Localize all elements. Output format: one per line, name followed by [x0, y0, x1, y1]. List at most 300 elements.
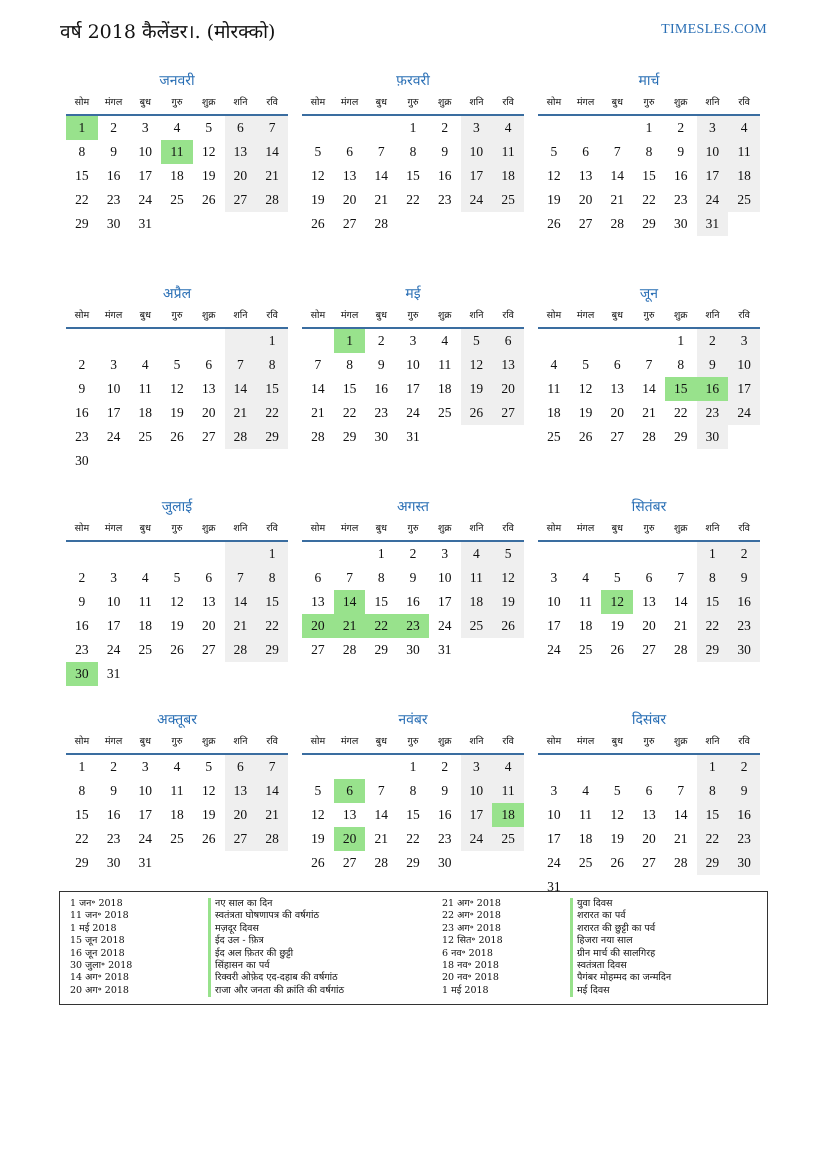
day-cell: 30: [437, 855, 452, 870]
weekday-label: शनि: [469, 310, 484, 321]
weekday-label: मंगल: [340, 736, 359, 747]
day-cell: 4: [141, 357, 149, 372]
day-cell: 6: [492, 329, 524, 353]
weekday-label: बुध: [375, 97, 387, 108]
day-cell: 6: [225, 116, 257, 140]
day-cell: 12: [492, 566, 524, 590]
day-cell: 27: [225, 188, 257, 212]
day-cell: 13: [342, 168, 357, 183]
weekday-label: शुक्र: [201, 97, 216, 108]
empty-cell: [225, 542, 257, 566]
day-cell: 15: [342, 381, 357, 396]
weekday-label: शनि: [233, 736, 248, 747]
day-cell: 1: [697, 542, 729, 566]
day-cell: 21: [673, 618, 688, 633]
day-cell: 13: [642, 807, 656, 822]
day-grid: [66, 542, 288, 686]
day-cell: 9: [441, 783, 449, 798]
month-name: अप्रैल: [162, 286, 192, 302]
day-cell: 24: [138, 192, 153, 207]
day-grid: [302, 755, 524, 875]
day-cell: 14: [673, 594, 688, 609]
weekday-label: मंगल: [576, 310, 595, 321]
day-cell: 18: [492, 164, 524, 188]
empty-cell: [665, 542, 697, 566]
day-cell: 13: [610, 381, 625, 396]
holiday-day-cell: 21: [334, 614, 366, 638]
day-cell: 2: [441, 120, 449, 135]
day-cell: 22: [75, 192, 89, 207]
holiday-day-cell: 30: [66, 662, 98, 686]
day-cell: 7: [346, 570, 353, 585]
day-cell: 26: [610, 855, 625, 870]
day-cell: 14: [225, 590, 257, 614]
day-cell: 16: [673, 168, 688, 183]
weekday-header: [302, 518, 524, 542]
month-calendar: [538, 283, 760, 493]
day-cell: 14: [374, 168, 389, 183]
day-cell: 3: [141, 759, 149, 774]
day-cell: 2: [377, 333, 385, 348]
day-cell: 4: [492, 116, 524, 140]
page-title: वर्ष 2018 कैलेंडर।. (मोरक्को): [60, 21, 276, 43]
day-cell: 26: [461, 401, 493, 425]
holiday-names-left: [208, 898, 344, 997]
day-cell: 11: [438, 357, 452, 372]
day-cell: 9: [110, 144, 117, 159]
day-cell: 16: [106, 807, 121, 822]
day-cell: 27: [201, 429, 216, 444]
holiday-name: युवा दिवस: [570, 898, 671, 910]
day-cell: 22: [256, 614, 288, 638]
day-cell: 8: [78, 783, 86, 798]
weekday-label: सोम: [74, 97, 90, 108]
day-cell: 20: [225, 164, 257, 188]
holiday-date: 14 अग॰ 2018: [70, 972, 129, 984]
weekday-label: गुरु: [643, 310, 655, 321]
day-cell: 14: [610, 168, 625, 183]
day-cell: 23: [728, 614, 760, 638]
day-cell: 28: [642, 429, 656, 444]
day-cell: 10: [547, 594, 561, 609]
day-cell: 26: [610, 642, 625, 657]
day-cell: 17: [547, 618, 561, 633]
day-cell: 24: [728, 401, 760, 425]
day-cell: 24: [461, 827, 493, 851]
weekday-label: गुरु: [407, 523, 419, 534]
day-cell: 20: [225, 803, 257, 827]
day-cell: 15: [406, 168, 420, 183]
day-cell: 2: [441, 759, 449, 774]
day-cell: 4: [461, 542, 493, 566]
holiday-date: 12 सित॰ 2018: [442, 935, 503, 947]
day-cell: 7: [645, 357, 653, 372]
day-cell: 8: [256, 353, 288, 377]
day-cell: 19: [547, 192, 561, 207]
day-cell: 5: [205, 759, 213, 774]
day-cell: 17: [697, 164, 729, 188]
weekday-label: शुक्र: [673, 736, 688, 747]
day-cell: 28: [256, 188, 288, 212]
holiday-date: 1 जन॰ 2018: [70, 898, 123, 909]
day-cell: 17: [406, 381, 420, 396]
holiday-day-cell: 16: [697, 377, 729, 401]
empty-cell: [334, 116, 366, 140]
day-cell: 9: [728, 779, 760, 803]
holiday-name: स्वतंत्रता घोषणापत्र की वर्षगांठ: [208, 910, 344, 922]
weekday-label: शनि: [469, 97, 484, 108]
day-cell: 19: [170, 618, 184, 633]
day-cell: 6: [205, 357, 213, 372]
day-cell: 31: [547, 879, 561, 894]
day-cell: 1: [409, 120, 417, 135]
day-cell: 27: [610, 429, 625, 444]
weekday-label: रवि: [738, 523, 750, 534]
day-cell: 15: [75, 807, 89, 822]
day-cell: 24: [697, 188, 729, 212]
day-cell: 1: [256, 329, 288, 353]
day-cell: 30: [728, 638, 760, 662]
holiday-dates-left: [70, 898, 132, 997]
weekday-label: मंगल: [104, 736, 123, 747]
weekday-label: बुध: [611, 97, 623, 108]
day-cell: 25: [138, 429, 153, 444]
day-cell: 7: [256, 755, 288, 779]
day-cell: 27: [225, 827, 257, 851]
day-cell: 8: [377, 570, 385, 585]
holiday-day-cell: 23: [397, 614, 429, 638]
day-cell: 21: [642, 405, 656, 420]
day-cell: 9: [110, 783, 117, 798]
day-cell: 25: [578, 855, 593, 870]
day-cell: 11: [492, 779, 524, 803]
day-cell: 6: [645, 570, 653, 585]
holiday-date: 15 जून 2018: [70, 935, 125, 947]
day-cell: 10: [106, 381, 121, 396]
day-cell: 14: [256, 140, 288, 164]
empty-cell: [66, 542, 98, 566]
day-cell: 25: [170, 192, 184, 207]
day-cell: 4: [582, 570, 589, 585]
empty-cell: [302, 542, 334, 566]
weekday-label: गुरु: [171, 523, 183, 534]
holiday-name: मई दिवस: [570, 985, 671, 997]
day-cell: 14: [642, 381, 656, 396]
day-cell: 15: [256, 590, 288, 614]
day-cell: 30: [374, 429, 389, 444]
day-cell: 17: [106, 405, 121, 420]
day-cell: 10: [106, 594, 121, 609]
day-cell: 21: [374, 192, 389, 207]
day-cell: 27: [642, 642, 656, 657]
day-cell: 7: [377, 783, 385, 798]
day-grid: [302, 329, 524, 449]
day-cell: 23: [75, 429, 89, 444]
holiday-names-right: [570, 898, 671, 997]
month-calendar: [66, 709, 288, 919]
day-cell: 15: [374, 594, 389, 609]
day-cell: 20: [201, 618, 216, 633]
day-cell: 12: [610, 807, 625, 822]
holiday-day-cell: 12: [601, 590, 633, 614]
holiday-name: सिंहासन का पर्व: [208, 960, 344, 972]
day-cell: 30: [106, 855, 121, 870]
day-cell: 5: [205, 120, 213, 135]
month-calendar: [302, 283, 524, 493]
day-cell: 22: [75, 831, 89, 846]
weekday-label: शुक्र: [437, 310, 452, 321]
month-name: जून: [639, 286, 659, 302]
weekday-label: शुक्र: [201, 310, 216, 321]
day-cell: 29: [673, 429, 688, 444]
empty-cell: [334, 542, 366, 566]
day-cell: 3: [110, 570, 117, 585]
day-cell: 11: [579, 594, 593, 609]
day-cell: 16: [437, 807, 452, 822]
empty-cell: [302, 755, 334, 779]
weekday-label: सोम: [546, 736, 562, 747]
empty-cell: [98, 542, 130, 566]
weekday-header: [538, 305, 760, 329]
month-calendar: [302, 709, 524, 919]
weekday-label: शनि: [705, 97, 720, 108]
empty-cell: [365, 116, 397, 140]
holiday-date: 22 अग॰ 2018: [442, 910, 501, 922]
day-cell: 28: [673, 855, 688, 870]
day-cell: 23: [75, 642, 89, 657]
day-cell: 1: [409, 759, 417, 774]
day-cell: 8: [409, 144, 417, 159]
day-grid: [66, 116, 288, 236]
day-cell: 18: [578, 618, 593, 633]
empty-cell: [225, 329, 257, 353]
day-cell: 28: [374, 216, 389, 231]
day-cell: 18: [138, 618, 153, 633]
day-cell: 24: [547, 642, 561, 657]
day-cell: 9: [677, 144, 685, 159]
weekday-label: रवि: [266, 523, 278, 534]
day-cell: 1: [377, 546, 385, 561]
day-cell: 7: [314, 357, 322, 372]
empty-cell: [193, 329, 225, 353]
weekday-label: सोम: [74, 736, 90, 747]
day-cell: 12: [547, 168, 561, 183]
day-cell: 13: [642, 594, 656, 609]
day-cell: 30: [106, 216, 121, 231]
day-cell: 22: [256, 401, 288, 425]
weekday-header: [66, 305, 288, 329]
holiday-date: 18 नव॰ 2018: [442, 960, 499, 972]
day-cell: 19: [311, 192, 325, 207]
day-cell: 16: [374, 381, 389, 396]
weekday-label: गुरु: [171, 310, 183, 321]
day-cell: 6: [613, 357, 621, 372]
day-cell: 29: [256, 638, 288, 662]
weekday-label: सोम: [74, 523, 90, 534]
day-cell: 26: [311, 855, 325, 870]
day-cell: 21: [610, 192, 625, 207]
weekday-label: बुध: [139, 736, 151, 747]
day-cell: 17: [461, 803, 493, 827]
weekday-label: मंगल: [340, 310, 359, 321]
day-cell: 11: [138, 594, 152, 609]
day-cell: 2: [677, 120, 685, 135]
day-cell: 31: [437, 642, 452, 657]
day-cell: 2: [728, 542, 760, 566]
day-cell: 11: [170, 783, 184, 798]
weekday-label: रवि: [266, 736, 278, 747]
day-cell: 17: [106, 618, 121, 633]
day-cell: 18: [437, 381, 452, 396]
holiday-day-cell: 20: [302, 614, 334, 638]
holiday-name: ईद अल फ़ितर की छुट्टी: [208, 948, 344, 960]
day-cell: 1: [645, 120, 653, 135]
day-cell: 29: [342, 429, 357, 444]
day-cell: 26: [492, 614, 524, 638]
day-cell: 26: [547, 216, 561, 231]
day-cell: 29: [256, 425, 288, 449]
day-cell: 3: [461, 755, 493, 779]
empty-cell: [633, 329, 665, 353]
weekday-label: रवि: [738, 736, 750, 747]
day-cell: 17: [138, 807, 153, 822]
day-cell: 18: [578, 831, 593, 846]
day-cell: 19: [578, 405, 593, 420]
day-cell: 24: [437, 618, 452, 633]
weekday-label: बुध: [611, 736, 623, 747]
day-cell: 24: [461, 188, 493, 212]
day-cell: 27: [311, 642, 325, 657]
day-cell: 28: [256, 827, 288, 851]
day-cell: 5: [314, 783, 322, 798]
day-cell: 5: [582, 357, 589, 372]
month-name: नवंबर: [398, 712, 428, 728]
month-name: सितंबर: [631, 499, 667, 515]
day-cell: 14: [311, 381, 325, 396]
day-cell: 6: [314, 570, 322, 585]
day-cell: 17: [728, 377, 760, 401]
day-cell: 25: [547, 429, 561, 444]
day-cell: 18: [461, 590, 493, 614]
day-cell: 25: [728, 188, 760, 212]
day-grid: [302, 542, 524, 662]
weekday-label: रवि: [738, 97, 750, 108]
month-calendar: [66, 496, 288, 706]
day-cell: 3: [441, 546, 449, 561]
day-cell: 13: [225, 140, 257, 164]
day-cell: 28: [225, 638, 257, 662]
day-cell: 2: [78, 570, 86, 585]
day-cell: 27: [492, 401, 524, 425]
day-cell: 25: [492, 827, 524, 851]
day-cell: 24: [406, 405, 420, 420]
day-cell: 13: [492, 353, 524, 377]
holiday-date: 30 जुला॰ 2018: [70, 960, 133, 972]
day-cell: 9: [78, 381, 86, 396]
brand-link[interactable]: TIMESLES.COM: [661, 22, 767, 37]
day-cell: 11: [138, 381, 152, 396]
month-name: अक्तूबर: [157, 712, 197, 728]
holiday-name: स्वतंत्रता दिवस: [570, 960, 671, 972]
empty-cell: [538, 116, 570, 140]
day-cell: 25: [138, 642, 153, 657]
day-cell: 5: [613, 570, 621, 585]
day-cell: 3: [141, 120, 149, 135]
day-cell: 28: [374, 855, 389, 870]
weekday-label: बुध: [375, 523, 387, 534]
day-cell: 17: [138, 168, 153, 183]
weekday-label: सोम: [310, 736, 326, 747]
day-cell: 17: [437, 594, 452, 609]
weekday-label: शनि: [233, 523, 248, 534]
holiday-date: 11 जन॰ 2018: [70, 910, 129, 922]
day-cell: 15: [697, 803, 729, 827]
calendar-grid: [66, 70, 761, 922]
weekday-label: बुध: [611, 310, 623, 321]
weekday-label: गुरु: [643, 736, 655, 747]
day-cell: 3: [409, 333, 417, 348]
holiday-name: हिजरा नया साल: [570, 935, 671, 947]
day-cell: 8: [78, 144, 86, 159]
weekday-label: शुक्र: [673, 97, 688, 108]
day-cell: 10: [697, 140, 729, 164]
day-cell: 12: [578, 381, 593, 396]
day-cell: 29: [374, 642, 389, 657]
day-cell: 23: [437, 831, 452, 846]
day-cell: 21: [374, 831, 389, 846]
weekday-label: बुध: [611, 523, 623, 534]
weekday-label: रवि: [266, 97, 278, 108]
day-cell: 10: [406, 357, 420, 372]
weekday-label: सोम: [546, 310, 562, 321]
weekday-label: मंगल: [340, 523, 359, 534]
day-cell: 29: [697, 851, 729, 875]
day-cell: 30: [75, 453, 89, 468]
day-cell: 23: [106, 192, 121, 207]
weekday-label: गुरु: [171, 736, 183, 747]
day-cell: 1: [697, 755, 729, 779]
day-grid: [538, 755, 760, 899]
weekday-label: बुध: [139, 310, 151, 321]
weekday-label: शनि: [233, 97, 248, 108]
holiday-day-cell: 22: [365, 614, 397, 638]
holiday-name: राजा और जनता की क्रांति की वर्षगांठ: [208, 985, 344, 997]
day-cell: 25: [170, 831, 184, 846]
day-cell: 26: [201, 831, 216, 846]
weekday-label: बुध: [375, 736, 387, 747]
day-cell: 16: [728, 590, 760, 614]
day-cell: 17: [461, 164, 493, 188]
day-cell: 14: [225, 377, 257, 401]
weekday-label: बुध: [375, 310, 387, 321]
weekday-header: [538, 518, 760, 542]
empty-cell: [129, 329, 161, 353]
weekday-label: सोम: [310, 310, 326, 321]
day-cell: 7: [377, 144, 385, 159]
day-cell: 26: [201, 192, 216, 207]
weekday-header: [66, 92, 288, 116]
holiday-name: ग्रीन मार्च की सालगिरह: [570, 948, 671, 960]
day-cell: 11: [579, 807, 593, 822]
holiday-day-cell: 18: [492, 803, 524, 827]
day-cell: 5: [173, 570, 181, 585]
day-cell: 21: [256, 803, 288, 827]
day-cell: 19: [170, 405, 184, 420]
day-cell: 8: [645, 144, 653, 159]
holiday-day-cell: 14: [334, 590, 366, 614]
empty-cell: [570, 542, 602, 566]
month-name: जनवरी: [159, 73, 195, 89]
